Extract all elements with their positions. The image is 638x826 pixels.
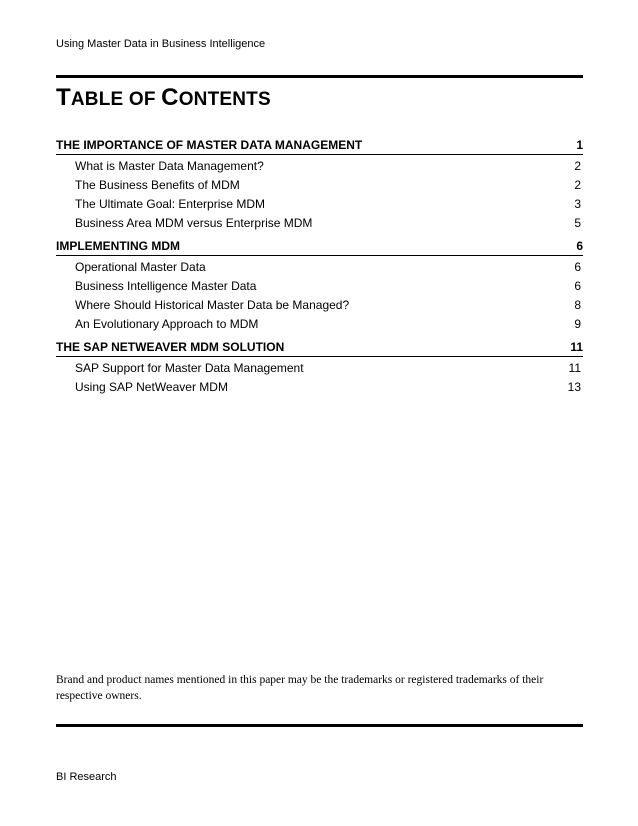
toc-entry-page: 11	[568, 361, 581, 375]
toc-entry[interactable]	[56, 258, 583, 277]
toc-entry-label: An Evolutionary Approach to MDM	[75, 317, 259, 331]
toc-entry[interactable]	[56, 176, 583, 195]
toc-heading-label: THE IMPORTANCE OF MASTER DATA MANAGEMENT	[56, 138, 363, 152]
toc-heading-link[interactable]	[56, 137, 583, 155]
toc-entry[interactable]	[56, 277, 583, 296]
toc-entry-page: 8	[574, 298, 581, 312]
toc-entry-label: Using SAP NetWeaver MDM	[75, 380, 228, 394]
title-part-able-of: ABLE OF	[70, 89, 162, 110]
trademark-notice: Brand and product names mentioned in this paper may be the trademarks or registered trademarks of their respective owners.	[56, 674, 544, 702]
title-cap-t: T	[56, 84, 71, 111]
page-title	[56, 84, 271, 112]
toc-section-implementing	[56, 238, 583, 334]
toc-entry-label: SAP Support for Master Data Management	[75, 361, 304, 375]
table-of-contents	[56, 137, 583, 402]
toc-entry[interactable]	[56, 195, 583, 214]
toc-entry-page: 3	[574, 197, 581, 211]
toc-heading-link[interactable]	[56, 339, 583, 357]
toc-entry-page: 13	[567, 380, 581, 394]
toc-entry-label: Where Should Historical Master Data be Managed?	[75, 298, 350, 312]
toc-entry-label: Business Area MDM versus Enterprise MDM	[75, 216, 313, 230]
toc-entry[interactable]	[56, 359, 583, 378]
toc-entry-page: 2	[574, 159, 581, 173]
toc-entry[interactable]	[56, 315, 583, 334]
title-part-ontents: ONTENTS	[178, 89, 271, 110]
running-footer: BI Research	[56, 771, 117, 783]
toc-entry-page: 5	[574, 216, 581, 230]
toc-entry[interactable]	[56, 296, 583, 315]
toc-heading-label: IMPLEMENTING MDM	[56, 239, 180, 253]
toc-entry-label: Operational Master Data	[75, 260, 206, 274]
toc-entry[interactable]	[56, 157, 583, 176]
toc-entry-label: What is Master Data Management?	[75, 159, 264, 173]
toc-entry[interactable]	[56, 214, 583, 233]
toc-entry-label: Business Intelligence Master Data	[75, 279, 257, 293]
toc-entry-label: The Business Benefits of MDM	[75, 178, 240, 192]
toc-entry-page: 6	[574, 279, 581, 293]
toc-heading-page: 11	[570, 340, 583, 354]
toc-section-sap-netweaver	[56, 339, 583, 397]
bottom-divider	[56, 724, 583, 727]
toc-heading-label: THE SAP NETWEAVER MDM SOLUTION	[56, 340, 285, 354]
running-header: Using Master Data in Business Intelligence	[56, 38, 266, 50]
toc-section-importance	[56, 137, 583, 233]
toc-heading-page: 1	[576, 138, 583, 152]
toc-entry-page: 9	[574, 317, 581, 331]
toc-entry-page: 2	[574, 178, 581, 192]
top-divider	[56, 75, 583, 78]
toc-heading-page: 6	[576, 239, 583, 253]
title-cap-c: C	[161, 84, 179, 111]
toc-entry[interactable]	[56, 378, 583, 397]
toc-entry-label: The Ultimate Goal: Enterprise MDM	[75, 197, 266, 211]
toc-heading-link[interactable]	[56, 238, 583, 256]
toc-entry-page: 6	[574, 260, 581, 274]
